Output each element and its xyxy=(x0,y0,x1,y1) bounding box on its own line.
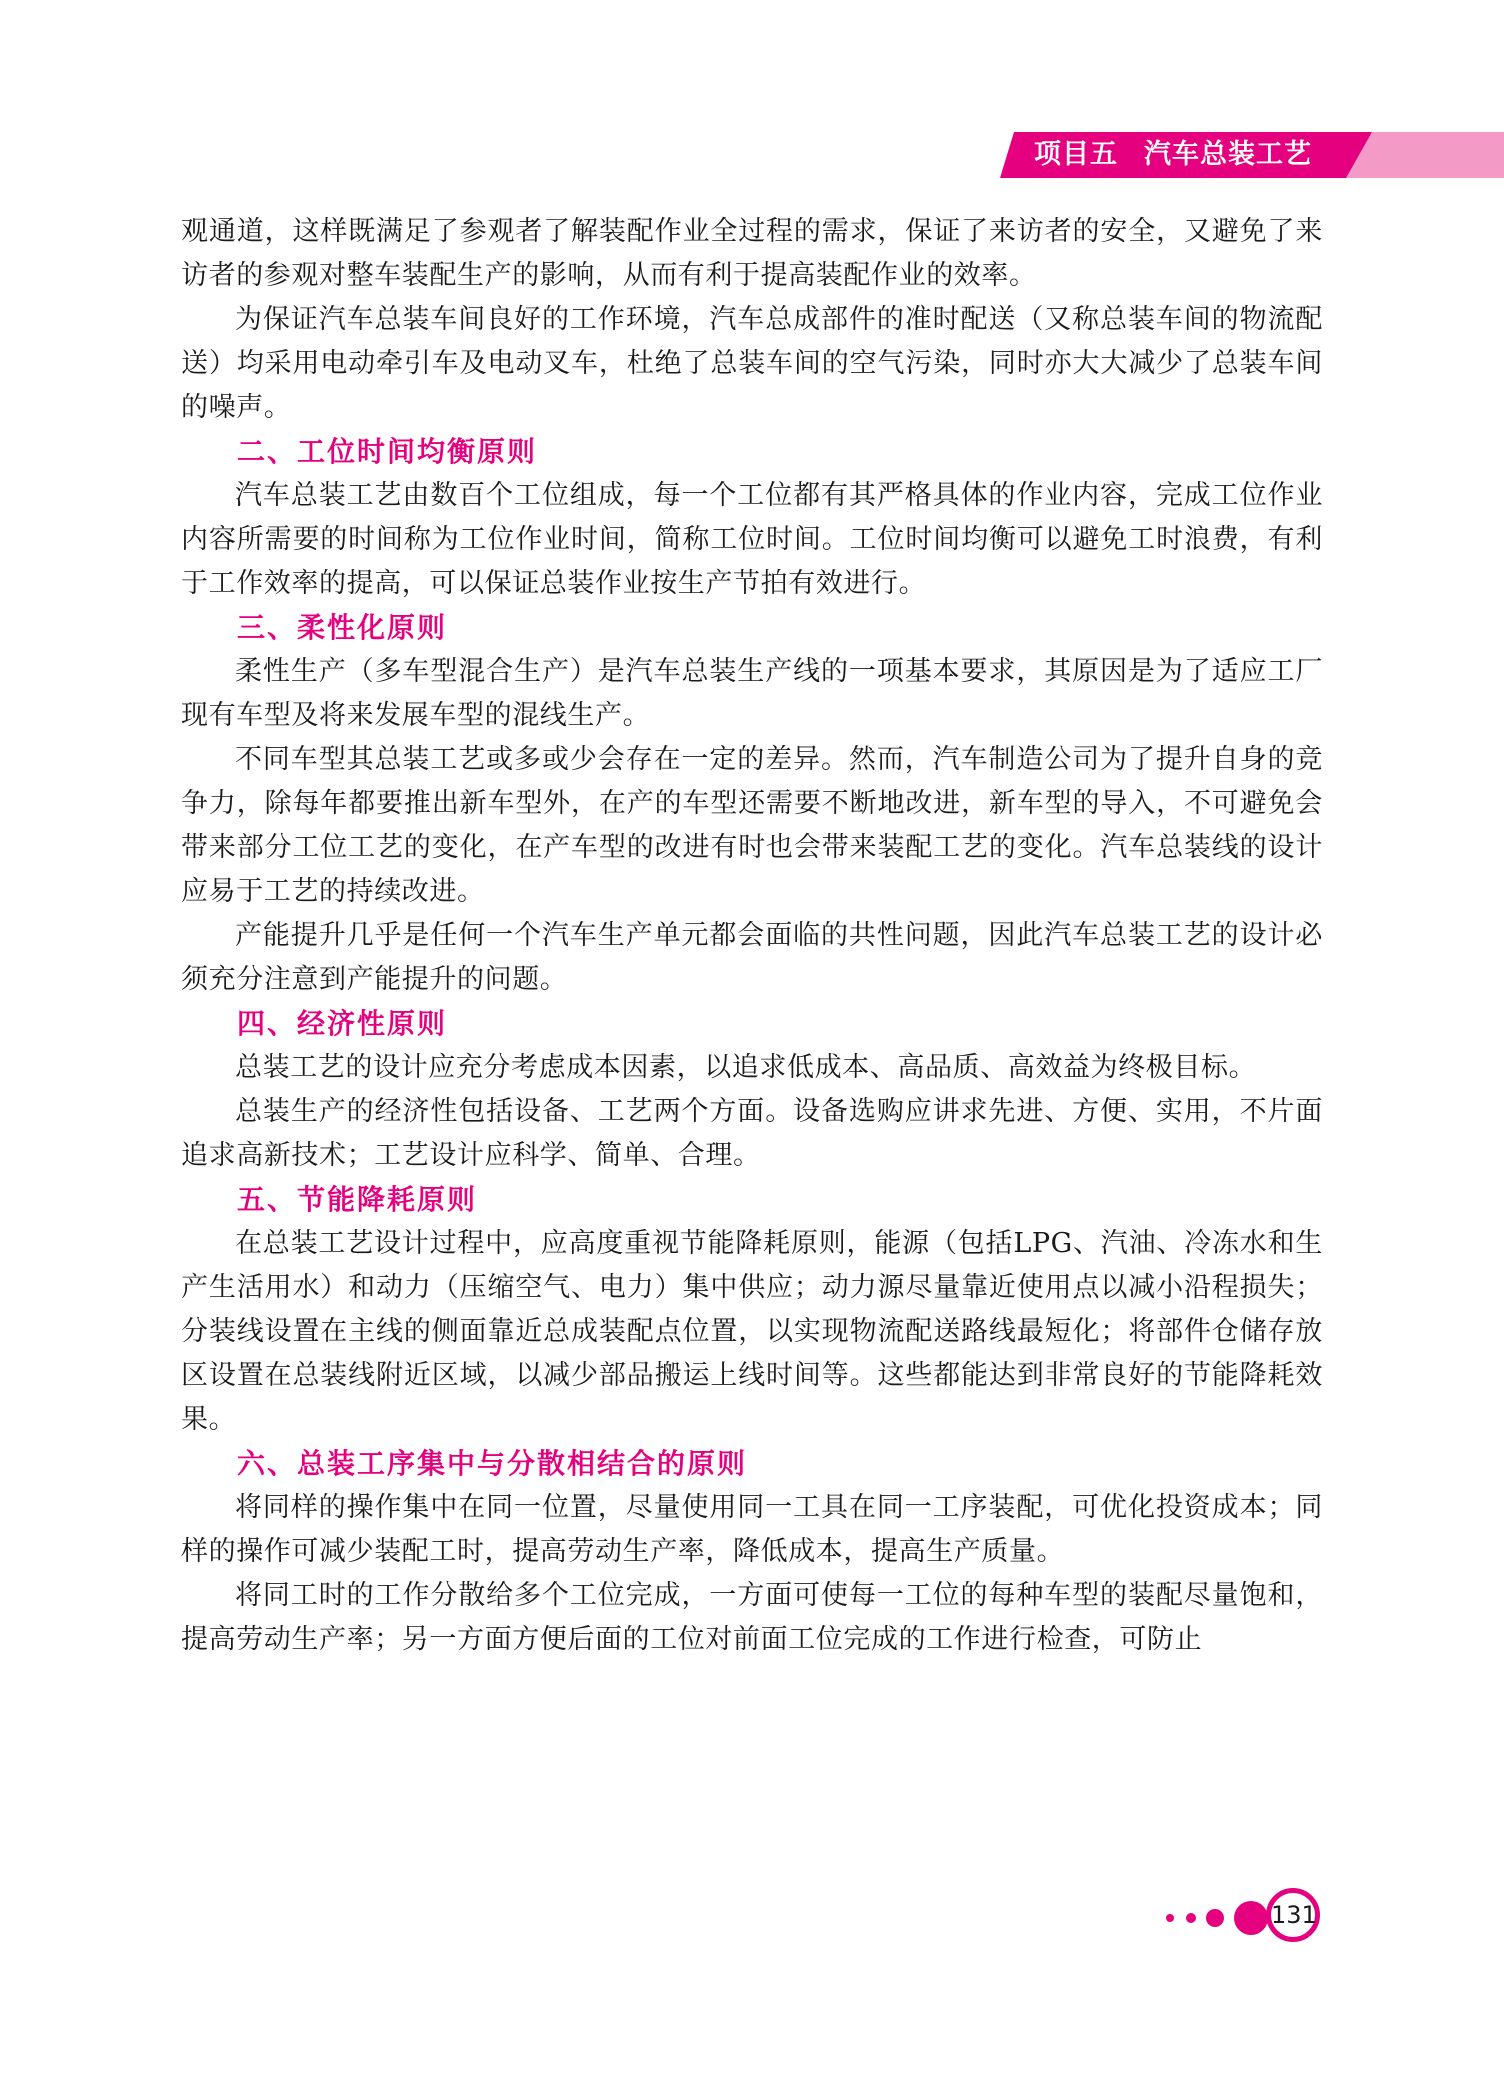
section-heading-4: 四、经济性原则 xyxy=(237,1007,448,1040)
paragraph-concentration: 将同样的操作集中在同一位置，尽量使用同一工具在同一工序装配，可优化投资成本；同样的操作可减少装配工时，提高劳动生产率，降低成本，提高生产质量。 xyxy=(181,1492,1323,1567)
decorative-dot xyxy=(1166,1914,1174,1922)
paragraph-dispersion: 将同工时的工作分散给多个工位完成，一方面可使每一工位的每种车型的装配尽量饱和，提高劳动生产率；另一方面方便后面的工位对前面工位完成的工作进行检查，可防止 xyxy=(181,1580,1323,1655)
paragraph-economy-aspects: 总装生产的经济性包括设备、工艺两个方面。设备选购应讲求先进、方便、实用，不片面追求高新技术；工艺设计应科学、简单、合理。 xyxy=(181,1096,1323,1171)
paragraph-workshop-environment: 为保证汽车总装车间良好的工作环境，汽车总成部件的准时配送（又称总装车间的物流配送）均采用电动牵引车及电动叉车，杜绝了总装车间的空气污染，同时亦大大减少了总装车间的噪声。 xyxy=(181,304,1323,423)
header-banner-pink-block xyxy=(1346,132,1504,178)
section-heading-2: 二、工位时间均衡原则 xyxy=(237,435,538,468)
section-heading-5: 五、节能降耗原则 xyxy=(237,1183,478,1216)
paragraph-model-differences: 不同车型其总装工艺或多或少会存在一定的差异。然而，汽车制造公司为了提升自身的竞争力，除每年都要推出新车型外，在产的车型还需要不断地改进，新车型的导入，不可避免会带来部分工位工艺的变化，在产车型的改进有时也会带来装配工艺的变化。汽车总装线的设计应易于工艺的持续改进。 xyxy=(181,744,1323,907)
paragraph-energy-saving: 在总装工艺设计过程中，应高度重视节能降耗原则，能源（包括LPG、汽油、冷冻水和生产生活用水）和动力（压缩空气、电力）集中供应；动力源尽量靠近使用点以减小沿程损失；分装线设置在主线的侧面靠近总成装配点位置，以实现物流配送路线最短化；将部件仓储存放区设置在总装线附近区域，以减少部品搬运上线时间等。这些都能达到非常良好的节能降耗效果。 xyxy=(181,1228,1323,1435)
paragraph-capacity-increase: 产能提升几乎是任何一个汽车生产单元都会面临的共性问题，因此汽车总装工艺的设计必须充分注意到产能提升的问题。 xyxy=(181,920,1323,995)
header-banner-text xyxy=(1034,132,1312,178)
section-heading-6: 六、总装工序集中与分散相结合的原则 xyxy=(237,1447,748,1480)
page-number-badge xyxy=(1140,1888,1330,1948)
paragraph-flexible-production: 柔性生产（多车型混合生产）是汽车总装生产线的一项基本要求，其原因是为了适应工厂现有车型及将来发展车型的混线生产。 xyxy=(181,656,1323,731)
decorative-dot xyxy=(1186,1913,1196,1923)
paragraph-cost-factors: 总装工艺的设计应充分考虑成本因素，以追求低成本、高品质、高效益为终极目标。 xyxy=(235,1052,1257,1083)
chapter-header-banner xyxy=(1000,132,1504,178)
paragraph-continuation: 观通道，这样既满足了参观者了解装配作业全过程的需求，保证了来访者的安全，又避免了来访者的参观对整车装配生产的影响，从而有利于提高装配作业的效率。 xyxy=(181,216,1323,291)
section-heading-3: 三、柔性化原则 xyxy=(237,611,448,644)
decorative-dot xyxy=(1234,1901,1268,1935)
decorative-dot xyxy=(1206,1909,1224,1927)
project-label: 项目五 xyxy=(1034,139,1118,170)
page-number: 131 xyxy=(1266,1888,1320,1942)
page-content xyxy=(181,210,1323,1662)
chapter-title: 汽车总装工艺 xyxy=(1144,139,1312,170)
paragraph-station-time: 汽车总装工艺由数百个工位组成，每一个工位都有其严格具体的作业内容，完成工位作业内容所需要的时间称为工位作业时间，简称工位时间。工位时间均衡可以避免工时浪费，有利于工作效率的提高，可以保证总装作业按生产节拍有效进行。 xyxy=(181,480,1323,599)
